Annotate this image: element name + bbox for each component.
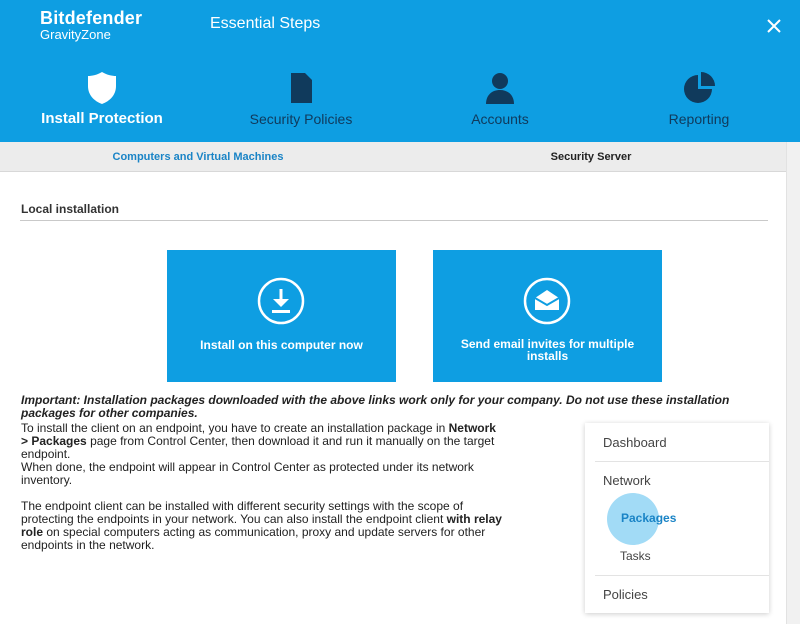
close-button[interactable] (764, 16, 784, 36)
step-accounts[interactable] (400, 68, 600, 142)
window-title: Essential Steps (210, 15, 321, 32)
section-title: Local installation (21, 202, 120, 216)
email-button-label-line2: installs (526, 349, 569, 363)
instructions-paragraph-2: When done, the endpoint will appear in Control Center as protected under its network inventory. (21, 460, 474, 487)
step-install-protection[interactable] (2, 68, 202, 142)
step-reporting[interactable] (599, 68, 799, 142)
sub-tab-bar (0, 142, 800, 172)
download-icon (257, 277, 305, 325)
menu-divider (595, 575, 769, 576)
section-divider (20, 220, 768, 221)
menu-item-label: Dashboard (603, 435, 667, 450)
step-label: Accounts (471, 111, 529, 127)
menu-divider (595, 461, 769, 462)
shield-icon (86, 71, 118, 105)
document-icon (285, 71, 317, 105)
vertical-scrollbar[interactable] (786, 142, 800, 624)
close-icon (764, 16, 784, 36)
install-on-this-computer-button[interactable] (167, 250, 396, 382)
text-bold: with relay role (21, 512, 502, 539)
text: page from Control Center, then download it and run it manually on the target endpoint. (21, 434, 495, 461)
text: The endpoint client can be installed with different security settings with the scope of protecting the endpoints in your network. You can also install the endpoint client (21, 499, 464, 526)
send-email-invites-button[interactable] (433, 250, 662, 382)
install-button-label: Install on this computer now (200, 338, 363, 352)
step-label: Security Policies (249, 111, 353, 127)
text: on special computers acting as communication, proxy and update servers for other endpoints in the network. (21, 525, 486, 552)
menu-item-label: Network (603, 473, 651, 488)
brand-product: GravityZone (40, 27, 111, 42)
tab-computers-and-virtual-machines[interactable]: Computers and Virtual Machines (112, 151, 284, 163)
tab-security-server[interactable]: Security Server (550, 151, 632, 163)
email-button-label-line1: Send email invites for multiple (460, 337, 635, 351)
menu-item-tasks[interactable]: Tasks (620, 549, 651, 563)
important-notice: Important: Installation packages downloaded with the above links work only for your company. Do not use these installation packages for other companies. (21, 393, 730, 420)
step-label: Install Protection (41, 110, 163, 127)
menu-item-label: Policies (603, 587, 648, 602)
instructions-text (21, 422, 506, 552)
instructions-paragraph-3 (21, 500, 506, 552)
user-icon (484, 71, 516, 105)
brand-name: Bitdefender (40, 8, 143, 28)
brand-logo (40, 8, 142, 42)
menu-item-packages[interactable]: Packages (621, 511, 677, 525)
text-bold: Network > Packages (21, 421, 496, 448)
text: To install the client on an endpoint, you have to create an installation package in (21, 421, 446, 435)
instructions-paragraph-1 (21, 422, 506, 461)
pie-chart-icon (683, 71, 715, 105)
navigation-menu-preview (585, 423, 769, 613)
step-security-policies[interactable] (201, 68, 401, 142)
step-label: Reporting (668, 111, 730, 127)
header-bar (0, 0, 800, 142)
email-icon (523, 277, 571, 325)
